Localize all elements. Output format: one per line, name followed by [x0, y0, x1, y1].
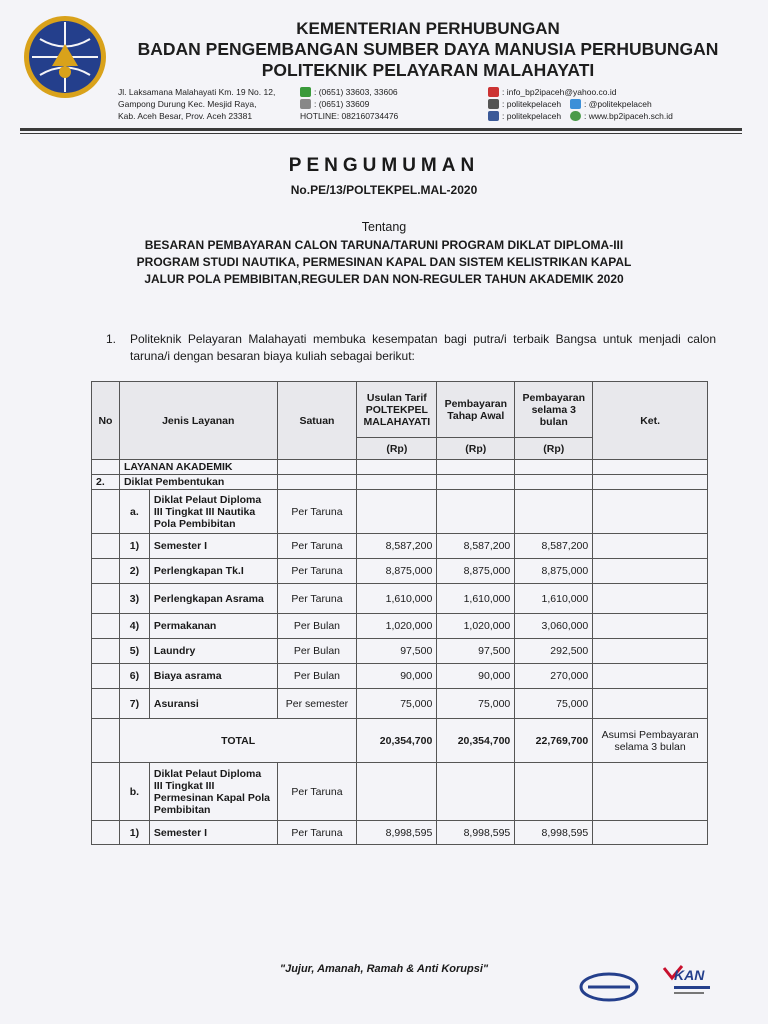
unit-rp: (Rp) — [357, 438, 437, 460]
row-satuan: Per Taruna — [277, 584, 357, 614]
row-usulan: 8,998,595 — [357, 821, 437, 845]
table-row — [92, 614, 708, 639]
paragraph-1 — [106, 331, 716, 365]
row-no: 1) — [119, 534, 149, 559]
group-satuan: Per Taruna — [277, 490, 357, 534]
total-row — [92, 719, 708, 763]
ministry-logo — [22, 14, 108, 100]
group-satuan: Per Taruna — [277, 763, 357, 821]
row-awal: 8,998,595 — [437, 821, 515, 845]
row-no: 6) — [119, 664, 149, 689]
address-line: Jl. Laksamana Malahayati Km. 19 No. 12, — [118, 87, 276, 97]
kan-text: KAN — [674, 967, 705, 983]
table-row — [92, 584, 708, 614]
email-icon — [488, 87, 499, 97]
col-satuan: Satuan — [277, 382, 357, 460]
row-tiga: 270,000 — [515, 664, 593, 689]
row-satuan: Per Bulan — [277, 664, 357, 689]
row-tiga: 1,610,000 — [515, 584, 593, 614]
row-awal: 8,875,000 — [437, 559, 515, 584]
online-contacts — [488, 86, 673, 122]
row-no: 4) — [119, 614, 149, 639]
total-usulan: 20,354,700 — [357, 719, 437, 763]
address-block — [118, 86, 275, 122]
row-no: 5) — [119, 639, 149, 664]
unit-rp: (Rp) — [515, 438, 593, 460]
table-row — [92, 559, 708, 584]
letterhead — [118, 18, 738, 81]
header-rule-thin — [20, 133, 742, 134]
row-name: Asuransi — [149, 689, 277, 719]
row-tiga: 75,000 — [515, 689, 593, 719]
document-number: No.PE/13/POLTEKPEL.MAL-2020 — [290, 183, 478, 197]
row-satuan: Per Bulan — [277, 614, 357, 639]
row-name: Perlengkapan Tk.I — [149, 559, 277, 584]
row-usulan: 8,875,000 — [357, 559, 437, 584]
instagram-icon — [488, 99, 499, 109]
certification-logo — [578, 972, 640, 1002]
phone-block — [300, 86, 398, 122]
hotline: HOTLINE: 082160734476 — [300, 111, 399, 121]
section-no: 2. — [92, 475, 120, 490]
group-name: Diklat Pelaut Diploma III Tingkat III Nautika Pola Pembibitan — [149, 490, 277, 534]
fax-icon — [300, 99, 311, 109]
group-name: Diklat Pelaut Diploma III Tingkat III Permesinan Kapal Pola Pembibitan — [149, 763, 277, 821]
header-line1: KEMENTERIAN PERHUBUNGAN — [296, 19, 560, 38]
table-row — [92, 639, 708, 664]
kan-logo — [660, 962, 722, 1004]
header-rule-thick — [20, 128, 742, 131]
paragraph-text: Politeknik Pelayaran Malahayati membuka kesempatan bagi putra/i terbaik Bangsa untuk menjadi calon taruna/i dengan besaran biaya kuliah sebagai berikut: — [130, 332, 716, 363]
row-name: Perlengkapan Asrama — [149, 584, 277, 614]
col-tiga: Pembayaran selama 3 bulan — [515, 382, 593, 438]
row-name: Biaya asrama — [149, 664, 277, 689]
phone-number: : (0651) 33603, 33606 — [314, 87, 398, 97]
header-line2: BADAN PENGEMBANGAN SUMBER DAYA MANUSIA PERHUBUNGAN — [137, 39, 719, 59]
fee-table — [91, 381, 708, 845]
row-name: Semester I — [149, 534, 277, 559]
row-usulan: 1,610,000 — [357, 584, 437, 614]
row-no: 7) — [119, 689, 149, 719]
twitter-icon — [570, 99, 581, 109]
motto: "Jujur, Amanah, Ramah & Anti Korupsi" — [279, 963, 489, 975]
col-awal: Pembayaran Tahap Awal — [437, 382, 515, 438]
header-line3: POLITEKNIK PELAYARAN MALAHAYATI — [261, 60, 595, 80]
table-row — [92, 689, 708, 719]
row-satuan: Per Taruna — [277, 534, 357, 559]
col-ket: Ket. — [593, 382, 708, 460]
paragraph-number: 1. — [106, 332, 117, 346]
row-satuan: Per Taruna — [277, 559, 357, 584]
total-tiga: 22,769,700 — [515, 719, 593, 763]
website-icon — [570, 111, 581, 121]
tentang-label: Tentang — [361, 220, 407, 234]
row-tiga: 8,875,000 — [515, 559, 593, 584]
table-row — [92, 821, 708, 845]
total-label: TOTAL — [119, 719, 356, 763]
total-awal: 20,354,700 — [437, 719, 515, 763]
group-letter: b. — [119, 763, 149, 821]
row-tiga: 8,998,595 — [515, 821, 593, 845]
address-line: Kab. Aceh Besar, Prov. Aceh 23381 — [118, 111, 253, 121]
col-no: No — [92, 382, 120, 460]
row-usulan: 75,000 — [357, 689, 437, 719]
website: : www.bp2ipaceh.sch.id — [584, 111, 673, 121]
row-awal: 90,000 — [437, 664, 515, 689]
section-name: Diklat Pembentukan — [119, 475, 277, 490]
row-usulan: 8,587,200 — [357, 534, 437, 559]
row-tiga: 292,500 — [515, 639, 593, 664]
col-usulan: Usulan Tarif POLTEKPEL MALAHAYATI — [357, 382, 437, 438]
row-awal: 1,020,000 — [437, 614, 515, 639]
table-row — [92, 534, 708, 559]
row-name: Permakanan — [149, 614, 277, 639]
email: : info_bp2ipaceh@yahoo.co.id — [502, 87, 617, 97]
row-awal: 97,500 — [437, 639, 515, 664]
table-row — [92, 664, 708, 689]
phone-icon — [300, 87, 311, 97]
row-awal: 1,610,000 — [437, 584, 515, 614]
col-jenis: Jenis Layanan — [119, 382, 277, 460]
row-awal: 8,587,200 — [437, 534, 515, 559]
row-usulan: 97,500 — [357, 639, 437, 664]
row-satuan: Per Taruna — [277, 821, 357, 845]
total-ket: Asumsi Pembayaran selama 3 bulan — [593, 719, 708, 763]
row-satuan: Per semester — [277, 689, 357, 719]
row-usulan: 90,000 — [357, 664, 437, 689]
row-tiga: 3,060,000 — [515, 614, 593, 639]
section-layanan: LAYANAN AKADEMIK — [119, 460, 277, 475]
row-usulan: 1,020,000 — [357, 614, 437, 639]
row-name: Laundry — [149, 639, 277, 664]
unit-rp: (Rp) — [437, 438, 515, 460]
row-no: 2) — [119, 559, 149, 584]
instagram: : politekpelaceh — [502, 99, 562, 109]
twitter: : @politekpelaceh — [584, 99, 652, 109]
row-no: 1) — [119, 821, 149, 845]
row-no: 3) — [119, 584, 149, 614]
fax-number: : (0651) 33609 — [314, 99, 370, 109]
row-name: Semester I — [149, 821, 277, 845]
group-letter: a. — [119, 490, 149, 534]
address-line: Gampong Durung Kec. Mesjid Raya, — [118, 99, 257, 109]
facebook-icon — [488, 111, 499, 121]
row-awal: 75,000 — [437, 689, 515, 719]
row-satuan: Per Bulan — [277, 639, 357, 664]
document-subject: BESARAN PEMBAYARAN CALON TARUNA/TARUNI PROGRAM DIKLAT DIPLOMA-III PROGRAM STUDI NAUTIKA, PERMESINAN KAPAL DAN SISTEM KELISTRIKAN KAPAL JALUR POLA PEMBIBITAN,REGULER DAN NON-REGULER TAHUN AKADEMIK 2020 — [136, 238, 632, 286]
row-tiga: 8,587,200 — [515, 534, 593, 559]
facebook: : politekpelaceh — [502, 111, 562, 121]
document-title: PENGUMUMAN — [288, 155, 480, 176]
